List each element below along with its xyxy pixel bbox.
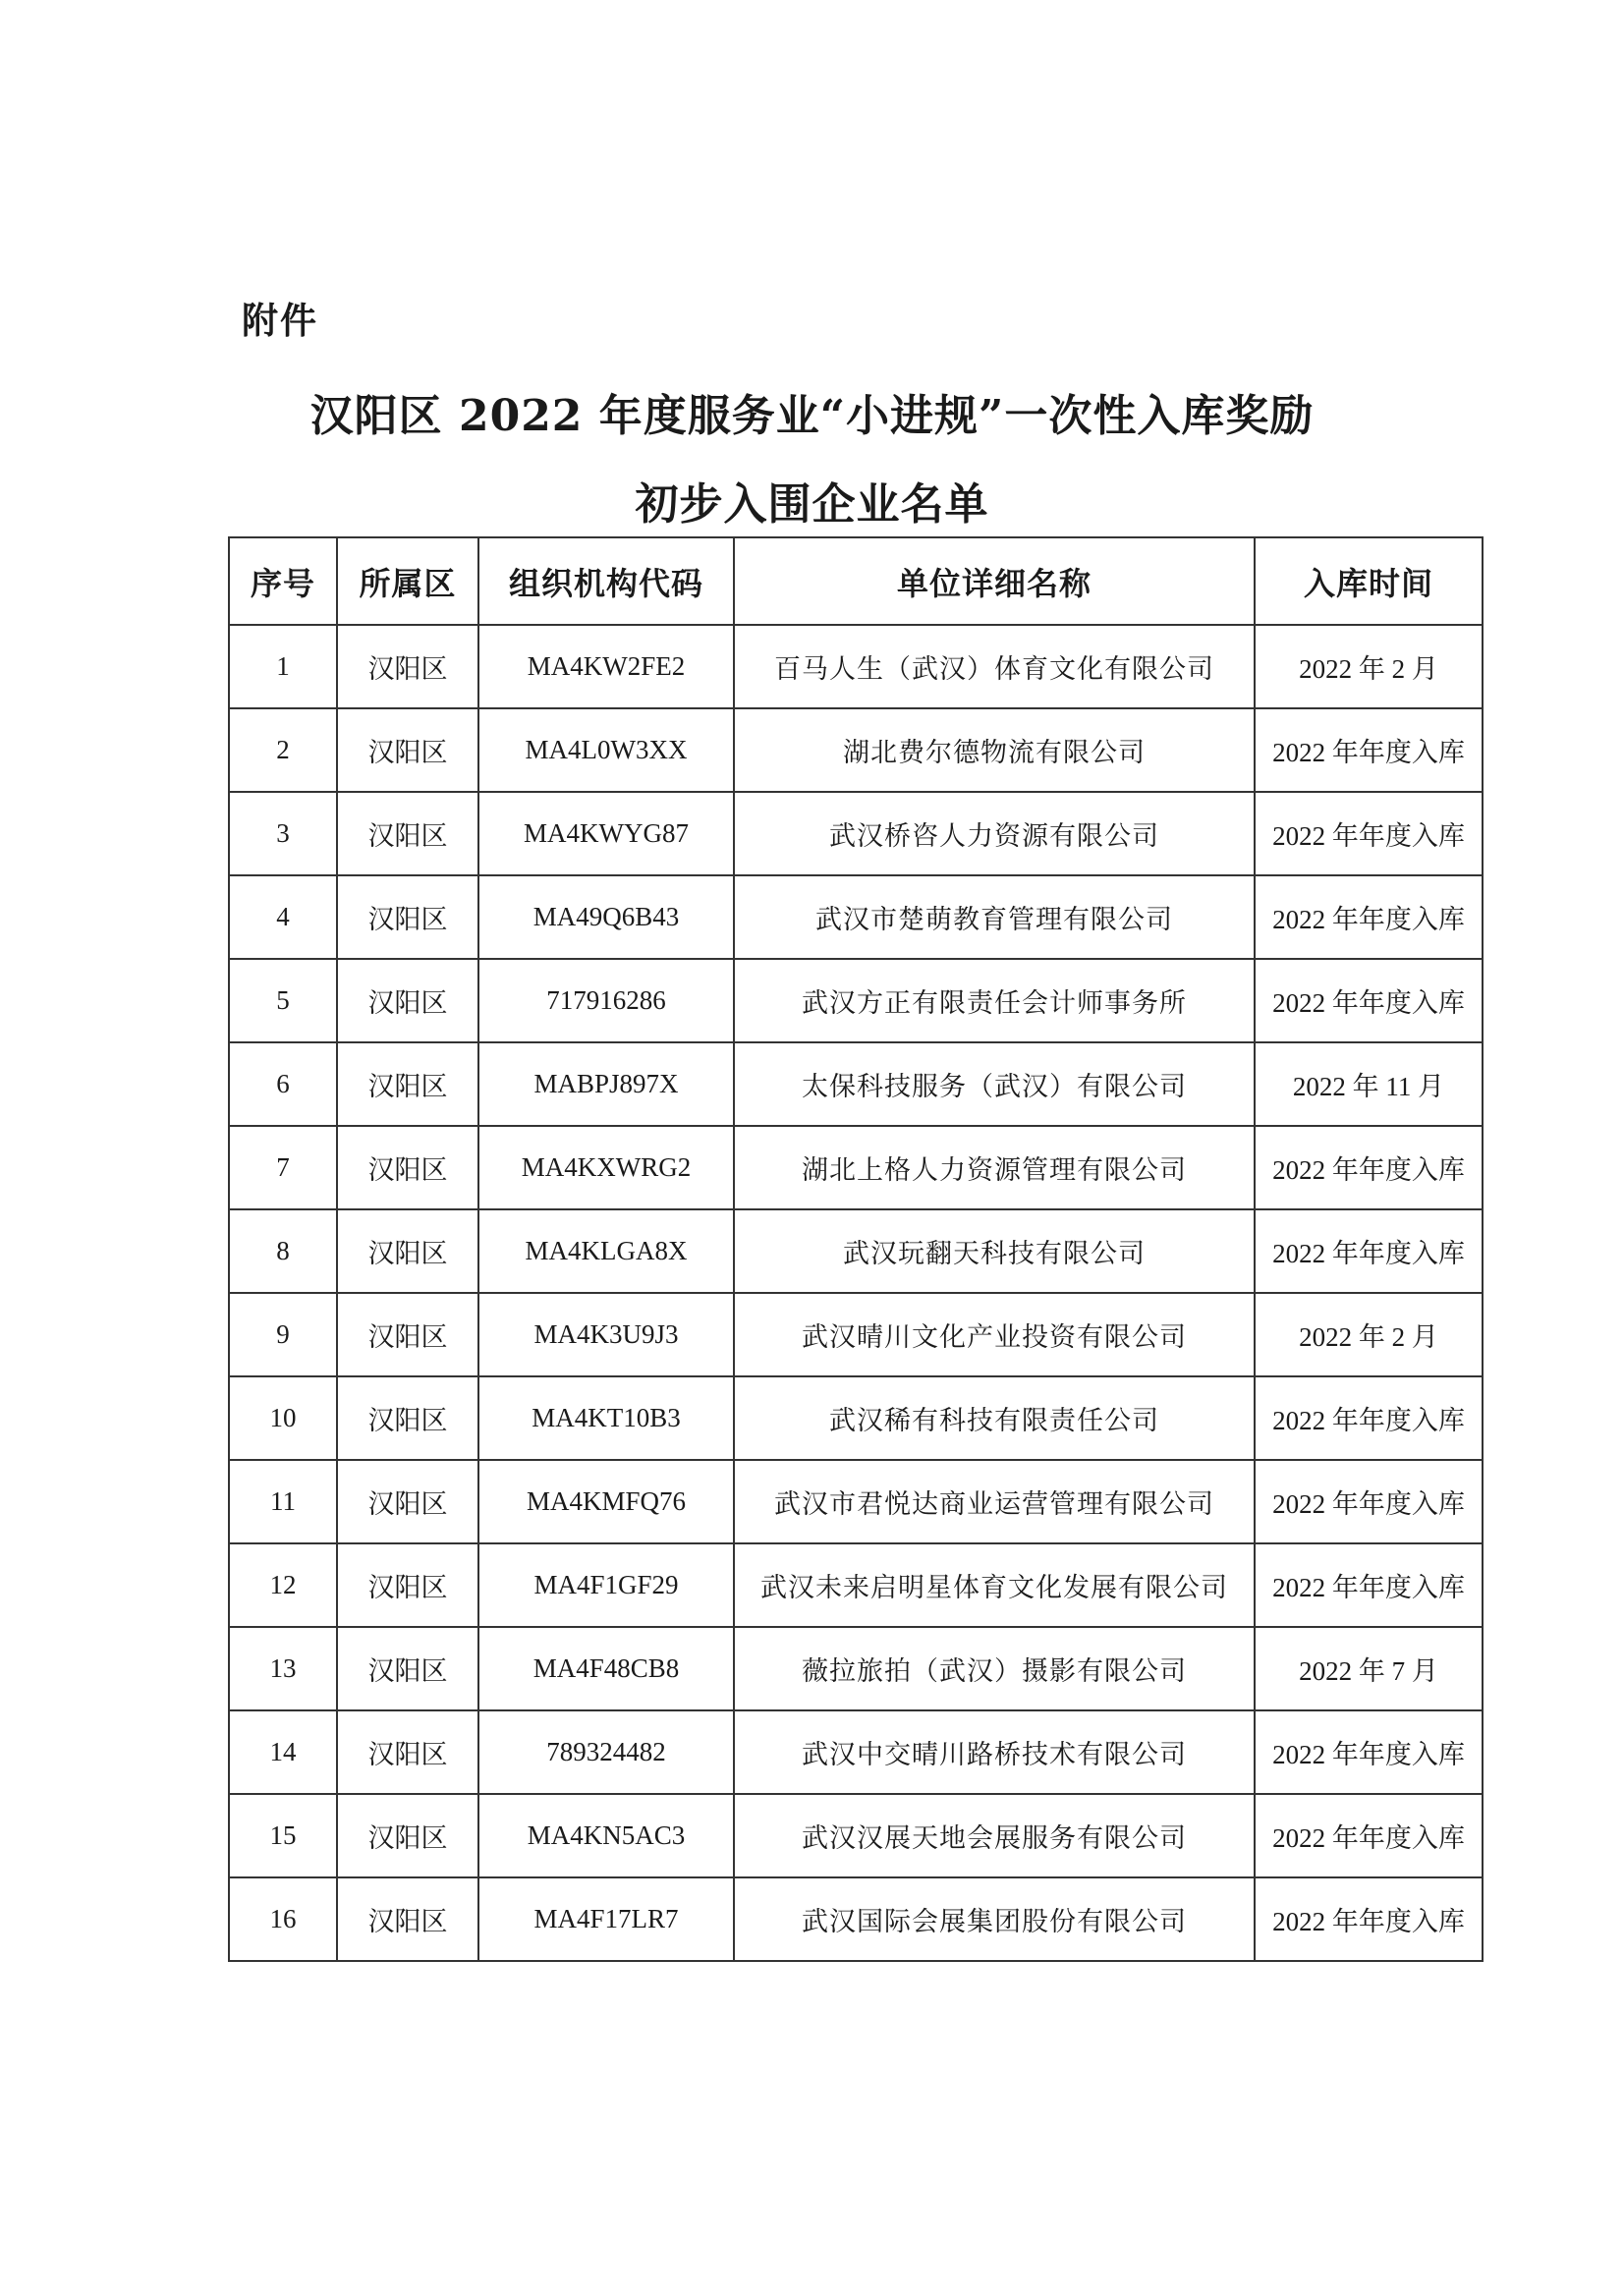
organization-code-cell: MA4K3U9J3 <box>478 1293 734 1376</box>
table-row <box>229 1627 1483 1710</box>
serial-number-cell: 4 <box>229 875 337 959</box>
district-cell: 汉阳区 <box>337 1710 478 1794</box>
company-name-cell: 武汉方正有限责任会计师事务所 <box>734 959 1255 1042</box>
entry-time-cell: 2022 年年度入库 <box>1255 792 1483 875</box>
table-header-row <box>229 537 1483 625</box>
company-name-cell: 武汉玩翻天科技有限公司 <box>734 1209 1255 1293</box>
entry-time-cell: 2022 年年度入库 <box>1255 1710 1483 1794</box>
table-row <box>229 959 1483 1042</box>
district-cell: 汉阳区 <box>337 1042 478 1126</box>
table-row <box>229 1376 1483 1460</box>
serial-number-cell: 12 <box>229 1543 337 1627</box>
district-cell: 汉阳区 <box>337 1794 478 1877</box>
district-cell: 汉阳区 <box>337 1877 478 1961</box>
table-row <box>229 1293 1483 1376</box>
organization-code-cell: MA4KWYG87 <box>478 792 734 875</box>
table-row <box>229 1042 1483 1126</box>
table-row <box>229 1209 1483 1293</box>
company-list-table <box>228 536 1484 1962</box>
entry-time-cell: 2022 年年度入库 <box>1255 708 1483 792</box>
header-entry-time: 入库时间 <box>1255 537 1483 625</box>
company-name-cell: 武汉中交晴川路桥技术有限公司 <box>734 1710 1255 1794</box>
entry-time-cell: 2022 年年度入库 <box>1255 1126 1483 1209</box>
table-row <box>229 792 1483 875</box>
table-row <box>229 1126 1483 1209</box>
table-row <box>229 1710 1483 1794</box>
district-cell: 汉阳区 <box>337 1209 478 1293</box>
organization-code-cell: MA4F17LR7 <box>478 1877 734 1961</box>
document-title: 汉阳区 2022 年度服务业“小进规”一次性入库奖励 <box>309 391 1315 441</box>
serial-number-cell: 2 <box>229 708 337 792</box>
organization-code-cell: MA4F1GF29 <box>478 1543 734 1627</box>
table-body <box>229 625 1483 1961</box>
table-row <box>229 1877 1483 1961</box>
company-name-cell: 武汉汉展天地会展服务有限公司 <box>734 1794 1255 1877</box>
entry-time-cell: 2022 年年度入库 <box>1255 875 1483 959</box>
serial-number-cell: 8 <box>229 1209 337 1293</box>
table-row <box>229 1543 1483 1627</box>
entry-time-cell: 2022 年 11 月 <box>1255 1042 1483 1126</box>
header-company-name: 单位详细名称 <box>734 537 1255 625</box>
entry-time-cell: 2022 年 7 月 <box>1255 1627 1483 1710</box>
company-name-cell: 武汉市君悦达商业运营管理有限公司 <box>734 1460 1255 1543</box>
serial-number-cell: 10 <box>229 1376 337 1460</box>
organization-code-cell: 789324482 <box>478 1710 734 1794</box>
document-subtitle: 初步入围企业名单 <box>635 479 989 530</box>
organization-code-cell: MABPJ897X <box>478 1042 734 1126</box>
table-row <box>229 625 1483 708</box>
table-row <box>229 1460 1483 1543</box>
company-name-cell: 百马人生（武汉）体育文化有限公司 <box>734 625 1255 708</box>
district-cell: 汉阳区 <box>337 1460 478 1543</box>
district-cell: 汉阳区 <box>337 1126 478 1209</box>
entry-time-cell: 2022 年年度入库 <box>1255 959 1483 1042</box>
district-cell: 汉阳区 <box>337 1543 478 1627</box>
serial-number-cell: 6 <box>229 1042 337 1126</box>
organization-code-cell: MA4KT10B3 <box>478 1376 734 1460</box>
serial-number-cell: 1 <box>229 625 337 708</box>
organization-code-cell: MA4KN5AC3 <box>478 1794 734 1877</box>
company-name-cell: 武汉晴川文化产业投资有限公司 <box>734 1293 1255 1376</box>
district-cell: 汉阳区 <box>337 792 478 875</box>
serial-number-cell: 5 <box>229 959 337 1042</box>
organization-code-cell: MA4L0W3XX <box>478 708 734 792</box>
district-cell: 汉阳区 <box>337 959 478 1042</box>
entry-time-cell: 2022 年 2 月 <box>1255 625 1483 708</box>
company-name-cell: 武汉未来启明星体育文化发展有限公司 <box>734 1543 1255 1627</box>
district-cell: 汉阳区 <box>337 875 478 959</box>
header-serial-number: 序号 <box>229 537 337 625</box>
organization-code-cell: MA49Q6B43 <box>478 875 734 959</box>
company-name-cell: 武汉市楚萌教育管理有限公司 <box>734 875 1255 959</box>
entry-time-cell: 2022 年年度入库 <box>1255 1543 1483 1627</box>
table-row <box>229 875 1483 959</box>
table-row <box>229 1794 1483 1877</box>
serial-number-cell: 15 <box>229 1794 337 1877</box>
serial-number-cell: 3 <box>229 792 337 875</box>
serial-number-cell: 7 <box>229 1126 337 1209</box>
company-name-cell: 太保科技服务（武汉）有限公司 <box>734 1042 1255 1126</box>
serial-number-cell: 13 <box>229 1627 337 1710</box>
attachment-label: 附件 <box>242 300 318 342</box>
district-cell: 汉阳区 <box>337 1376 478 1460</box>
district-cell: 汉阳区 <box>337 625 478 708</box>
serial-number-cell: 16 <box>229 1877 337 1961</box>
company-name-cell: 武汉桥咨人力资源有限公司 <box>734 792 1255 875</box>
header-organization-code: 组织机构代码 <box>478 537 734 625</box>
entry-time-cell: 2022 年 2 月 <box>1255 1293 1483 1376</box>
organization-code-cell: MA4F48CB8 <box>478 1627 734 1710</box>
company-name-cell: 湖北上格人力资源管理有限公司 <box>734 1126 1255 1209</box>
serial-number-cell: 14 <box>229 1710 337 1794</box>
header-district: 所属区 <box>337 537 478 625</box>
organization-code-cell: MA4KMFQ76 <box>478 1460 734 1543</box>
entry-time-cell: 2022 年年度入库 <box>1255 1376 1483 1460</box>
organization-code-cell: 717916286 <box>478 959 734 1042</box>
company-name-cell: 湖北费尔德物流有限公司 <box>734 708 1255 792</box>
entry-time-cell: 2022 年年度入库 <box>1255 1209 1483 1293</box>
table-row <box>229 708 1483 792</box>
serial-number-cell: 11 <box>229 1460 337 1543</box>
company-name-cell: 武汉国际会展集团股份有限公司 <box>734 1877 1255 1961</box>
entry-time-cell: 2022 年年度入库 <box>1255 1877 1483 1961</box>
organization-code-cell: MA4KXWRG2 <box>478 1126 734 1209</box>
serial-number-cell: 9 <box>229 1293 337 1376</box>
district-cell: 汉阳区 <box>337 708 478 792</box>
company-name-cell: 薇拉旅拍（武汉）摄影有限公司 <box>734 1627 1255 1710</box>
entry-time-cell: 2022 年年度入库 <box>1255 1794 1483 1877</box>
organization-code-cell: MA4KW2FE2 <box>478 625 734 708</box>
district-cell: 汉阳区 <box>337 1293 478 1376</box>
company-name-cell: 武汉稀有科技有限责任公司 <box>734 1376 1255 1460</box>
organization-code-cell: MA4KLGA8X <box>478 1209 734 1293</box>
district-cell: 汉阳区 <box>337 1627 478 1710</box>
entry-time-cell: 2022 年年度入库 <box>1255 1460 1483 1543</box>
